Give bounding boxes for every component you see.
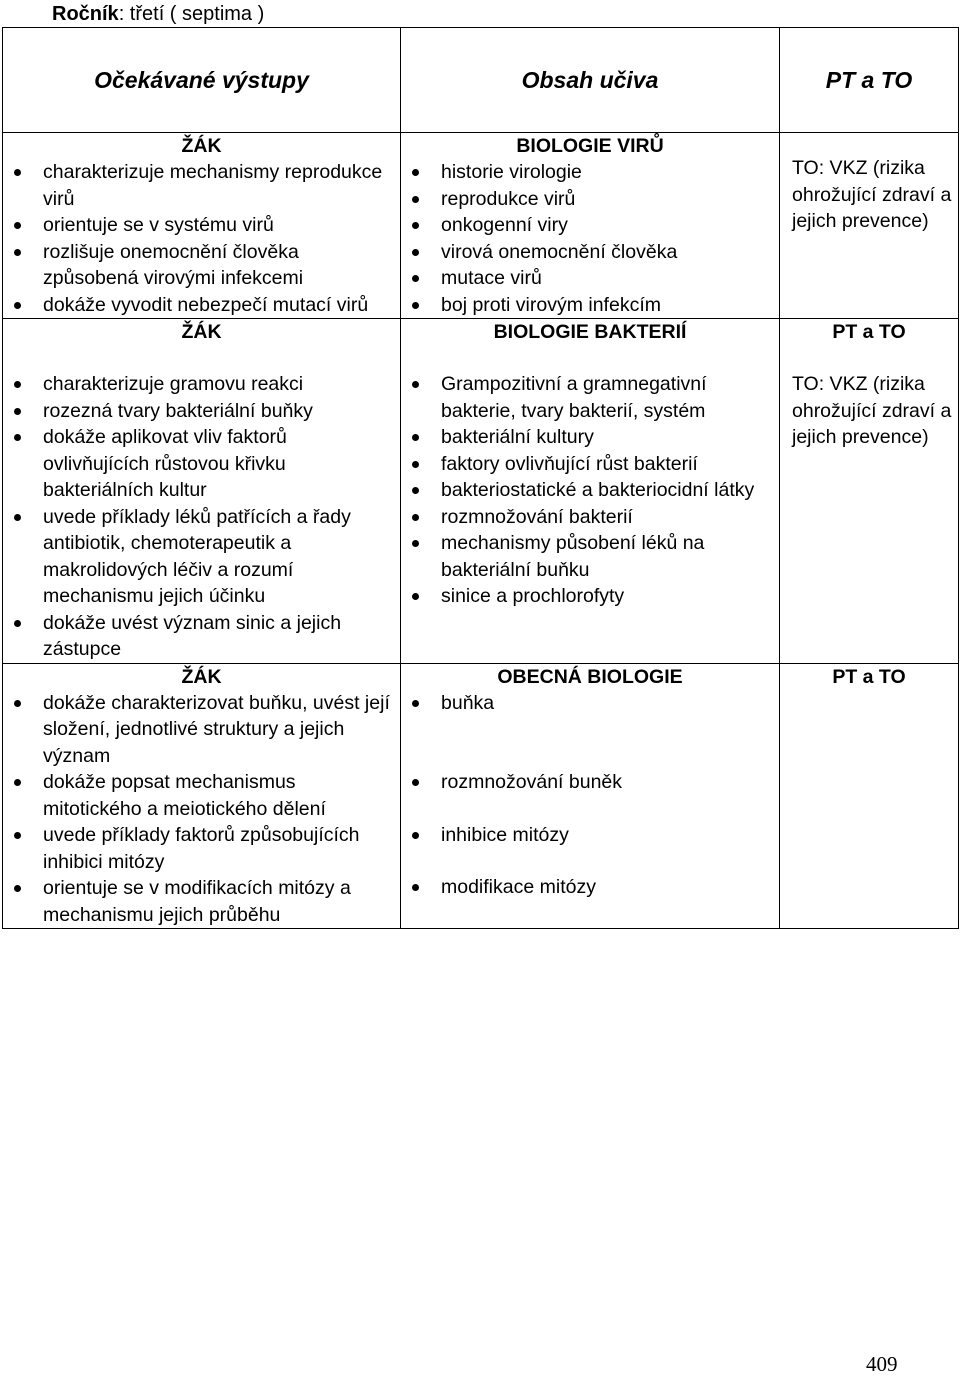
- list-item: buňka: [401, 690, 779, 717]
- grade-value: : třetí ( septima ): [118, 3, 265, 25]
- section-student-heading: ŽÁK: [181, 321, 222, 343]
- list-item: onkogenní viry: [401, 212, 779, 239]
- list-item: rozezná tvary bakteriální buňky: [3, 398, 400, 425]
- bacteria-outcomes-list: [3, 371, 400, 663]
- list-item: virová onemocnění člověka: [401, 239, 779, 266]
- section-student-heading: ŽÁK: [181, 665, 222, 688]
- list-item: rozmnožování buněk: [401, 769, 779, 796]
- list-item: inhibice mitózy: [401, 822, 779, 849]
- cross-topic-text: TO: VKZ (rizika ohrožující zdraví a jejich prevence): [792, 373, 952, 448]
- list-item: dokáže uvést význam sinic a jejich zástupce: [3, 610, 400, 663]
- list-item: charakterizuje mechanismy reprodukce virů: [3, 159, 400, 212]
- general-outcomes-list: [3, 690, 400, 929]
- list-item: orientuje se v systému virů: [3, 212, 400, 239]
- viruses-content-cell: [401, 133, 780, 319]
- general-content-list: [401, 690, 779, 901]
- grade-label: Ročník: [52, 3, 119, 25]
- list-item: uvede příklady léků patřících a řady antibiotik, chemoterapeutik a makrolidových léčiv a rozumí mechanismu jejich účinku: [3, 504, 400, 610]
- section-topic-heading: BIOLOGIE VIRŮ: [516, 135, 664, 157]
- list-item: bakteriální kultury: [401, 424, 779, 451]
- list-item: mutace virů: [401, 265, 779, 292]
- viruses-outcomes-list: [3, 159, 400, 318]
- general-content-cell: [401, 663, 780, 929]
- section-cross-heading: PT a TO: [832, 665, 906, 688]
- cross-topic-text: TO: VKZ (rizika ohrožující zdraví a jejich prevence): [792, 157, 952, 232]
- list-item: faktory ovlivňující růst bakterií: [401, 451, 779, 478]
- bacteria-content-cell: [401, 319, 780, 664]
- section-viruses-row: [3, 133, 959, 319]
- header-cross: PT a TO: [780, 28, 959, 133]
- header-outcomes: Očekávané výstupy: [3, 28, 401, 133]
- list-item: modifikace mitózy: [401, 874, 779, 901]
- list-item: reprodukce virů: [401, 186, 779, 213]
- bacteria-outcomes-cell: [3, 319, 401, 664]
- general-cross-cell: [780, 663, 959, 929]
- viruses-cross-cell: [780, 133, 959, 319]
- list-item: charakterizuje gramovu reakci: [3, 371, 400, 398]
- list-item: dokáže aplikovat vliv faktorů ovlivňujících růstovou křivku bakteriálních kultur: [3, 424, 400, 504]
- list-item: bakteriostatické a bakteriocidní látky: [401, 477, 779, 504]
- curriculum-table: [2, 27, 959, 929]
- general-outcomes-cell: [3, 663, 401, 929]
- list-item: uvede příklady faktorů způsobujících inhibici mitózy: [3, 822, 400, 875]
- viruses-content-list: [401, 159, 779, 318]
- bacteria-content-list: [401, 371, 779, 610]
- header-content: Obsah učiva: [401, 28, 780, 133]
- viruses-outcomes-cell: [3, 133, 401, 319]
- list-item: Grampozitivní a gramnegativní bakterie, tvary bakterií, systém: [401, 371, 779, 424]
- list-item: orientuje se v modifikacích mitózy a mechanismu jejich průběhu: [3, 875, 400, 928]
- list-item: sinice a prochlorofyty: [401, 583, 779, 610]
- section-topic-heading: BIOLOGIE BAKTERIÍ: [493, 321, 687, 343]
- list-item: mechanismy působení léků na bakteriální buňku: [401, 530, 779, 583]
- list-item: dokáže popsat mechanismus mitotického a meiotického dělení: [3, 769, 400, 822]
- page-number: 409: [866, 1352, 898, 1376]
- section-cross-heading: PT a TO: [832, 321, 906, 343]
- table-header-row: [3, 28, 959, 133]
- list-item: rozmnožování bakterií: [401, 504, 779, 531]
- list-item: dokáže vyvodit nebezpečí mutací virů: [3, 292, 400, 319]
- list-item: rozlišuje onemocnění člověka způsobená virovými infekcemi: [3, 239, 400, 292]
- section-topic-heading: OBECNÁ BIOLOGIE: [497, 665, 683, 688]
- grade-line: [52, 2, 264, 26]
- section-student-heading: ŽÁK: [181, 135, 222, 157]
- list-item: historie virologie: [401, 159, 779, 186]
- section-bacteria-row: [3, 319, 959, 664]
- list-item: boj proti virovým infekcím: [401, 292, 779, 319]
- list-item: dokáže charakterizovat buňku, uvést její složení, jednotlivé struktury a jejich význam: [3, 690, 400, 770]
- section-general-row: [3, 663, 959, 929]
- bacteria-cross-cell: [780, 319, 959, 664]
